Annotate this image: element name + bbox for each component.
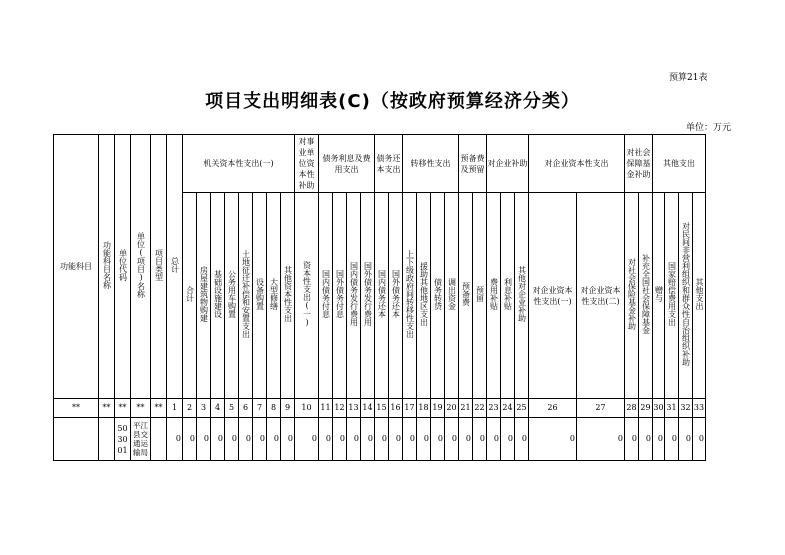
column-number-cell: ** xyxy=(151,399,167,418)
cell-func-name xyxy=(99,418,115,461)
column-number-cell: 13 xyxy=(347,399,361,418)
header-unit-code: 单位代码 xyxy=(115,135,131,399)
sub-header: 补充全国社会保障基金 xyxy=(639,193,653,399)
sub-header: 其他对企业补助 xyxy=(515,193,529,399)
sub-header: 公务用车购置 xyxy=(225,193,239,399)
unit-label: 单位：万元 xyxy=(686,123,732,133)
column-number-cell: ** xyxy=(115,399,131,418)
column-number-cell: 18 xyxy=(417,399,431,418)
value-cell: 0 xyxy=(679,418,693,461)
sub-header: 国内债务发行费用 xyxy=(347,193,361,399)
value-cell: 0 xyxy=(431,418,445,461)
sub-header: 其他支出 xyxy=(693,193,706,399)
column-number-cell: 22 xyxy=(473,399,487,418)
value-cell: 0 xyxy=(295,418,319,461)
value-cell: 0 xyxy=(253,418,267,461)
header-unit-name: 单位(项目)名称 xyxy=(131,135,151,399)
column-number-cell: 19 xyxy=(431,399,445,418)
sub-header: 国内债务还本 xyxy=(375,193,389,399)
value-cell: 0 xyxy=(197,418,211,461)
value-cell: 0 xyxy=(501,418,515,461)
value-cell: 0 xyxy=(577,418,625,461)
sub-header: 基础设施建设 xyxy=(211,193,225,399)
sub-header: 利息补贴 xyxy=(501,193,515,399)
header-func-code: 功能科目 xyxy=(54,135,99,399)
value-cell: 0 xyxy=(487,418,501,461)
column-number-cell: 31 xyxy=(665,399,679,418)
value-cell: 0 xyxy=(225,418,239,461)
value-cell: 0 xyxy=(639,418,653,461)
sub-header: 合计 xyxy=(183,193,197,399)
sub-header: 其他资本性支出 xyxy=(281,193,295,399)
column-number-row xyxy=(54,399,706,418)
column-number-cell: 1 xyxy=(167,399,183,418)
sub-header: 对社会保险基金补助 xyxy=(625,193,639,399)
sub-header: 援助其他地区支出 xyxy=(417,193,431,399)
sub-header: 国内债务付息 xyxy=(319,193,333,399)
value-cell: 0 xyxy=(167,418,183,461)
cell-project-type xyxy=(151,418,167,461)
column-number-cell: 2 xyxy=(183,399,197,418)
sub-header: 费用补贴 xyxy=(487,193,501,399)
value-cell: 0 xyxy=(281,418,295,461)
sub-header: 对企业资本性支出(二) xyxy=(577,193,625,399)
group-header: 对企业补助 xyxy=(487,135,529,193)
value-cell: 0 xyxy=(389,418,403,461)
cell-func-code xyxy=(54,418,99,461)
column-number-cell: 9 xyxy=(281,399,295,418)
column-number-cell: 29 xyxy=(639,399,653,418)
sub-header: 预留 xyxy=(473,193,487,399)
page-title: 项目支出明细表(C)（按政府预算经济分类） xyxy=(205,91,580,112)
cell-unit-code: 503001 xyxy=(115,418,131,461)
value-cell: 0 xyxy=(417,418,431,461)
group-header: 债务还本支出 xyxy=(375,135,403,193)
sub-header: 设备购置 xyxy=(253,193,267,399)
column-number-cell: 33 xyxy=(693,399,706,418)
header-func-name: 功能科目名称 xyxy=(99,135,115,399)
value-cell: 0 xyxy=(183,418,197,461)
column-number-cell: 30 xyxy=(653,399,665,418)
group-header: 其他支出 xyxy=(653,135,706,193)
column-number-cell: 8 xyxy=(267,399,281,418)
sub-header: 国外债务付息 xyxy=(333,193,347,399)
value-cell: 0 xyxy=(319,418,333,461)
column-number-cell: ** xyxy=(99,399,115,418)
column-number-cell: 15 xyxy=(375,399,389,418)
header-total: 总计 xyxy=(167,135,183,399)
sub-header: 债务转贷 xyxy=(431,193,445,399)
table-row xyxy=(54,418,706,461)
sub-header: 大型修缮 xyxy=(267,193,281,399)
column-number-cell: 11 xyxy=(319,399,333,418)
expenditure-table xyxy=(53,134,706,461)
value-cell: 0 xyxy=(445,418,459,461)
column-number-cell: 23 xyxy=(487,399,501,418)
column-number-cell: 10 xyxy=(295,399,319,418)
value-cell: 0 xyxy=(361,418,375,461)
sub-header: 资本性支出(一) xyxy=(295,193,319,399)
group-header: 预备费及预留 xyxy=(459,135,487,193)
value-cell: 0 xyxy=(529,418,577,461)
value-cell: 0 xyxy=(473,418,487,461)
sub-header: 土地征迁补偿和安置支出 xyxy=(239,193,253,399)
column-number-cell: 32 xyxy=(679,399,693,418)
group-header: 债务利息及费用支出 xyxy=(319,135,375,193)
table-number-label: 预算21表 xyxy=(669,73,708,83)
sub-header: 调出资金 xyxy=(445,193,459,399)
column-number-cell: 5 xyxy=(225,399,239,418)
header-project-type: 项目类型 xyxy=(151,135,167,399)
column-number-cell: 27 xyxy=(577,399,625,418)
column-number-cell: 12 xyxy=(333,399,347,418)
group-header: 对事业单位资本性补助 xyxy=(295,135,319,193)
cell-unit-name: 平江县交通运输局 xyxy=(131,418,151,461)
column-number-cell: 20 xyxy=(445,399,459,418)
value-cell: 0 xyxy=(267,418,281,461)
sub-header: 预备费 xyxy=(459,193,473,399)
sub-header: 房屋建筑物购建 xyxy=(197,193,211,399)
value-cell: 0 xyxy=(239,418,253,461)
sub-header: 赠与 xyxy=(653,193,665,399)
column-number-cell: ** xyxy=(131,399,151,418)
value-cell: 0 xyxy=(515,418,529,461)
group-header: 对社会保障基金补助 xyxy=(625,135,653,193)
column-number-cell: 17 xyxy=(403,399,417,418)
column-number-cell: 26 xyxy=(529,399,577,418)
value-cell: 0 xyxy=(653,418,665,461)
column-number-cell: 14 xyxy=(361,399,375,418)
sub-header: 对民间非营利组织和群众性自治组织补助 xyxy=(679,193,693,399)
value-cell: 0 xyxy=(375,418,389,461)
column-number-cell: 4 xyxy=(211,399,225,418)
column-number-cell: 24 xyxy=(501,399,515,418)
column-number-cell: ** xyxy=(54,399,99,418)
column-number-cell: 16 xyxy=(389,399,403,418)
column-number-cell: 6 xyxy=(239,399,253,418)
value-cell: 0 xyxy=(403,418,417,461)
value-cell: 0 xyxy=(625,418,639,461)
sub-header: 国外债务还本 xyxy=(389,193,403,399)
sub-header: 国外债务发行费用 xyxy=(361,193,375,399)
value-cell: 0 xyxy=(459,418,473,461)
group-header: 机关资本性支出(一) xyxy=(183,135,295,193)
column-number-cell: 21 xyxy=(459,399,473,418)
value-cell: 0 xyxy=(211,418,225,461)
sub-header: 对企业资本性支出(一) xyxy=(529,193,577,399)
column-number-cell: 3 xyxy=(197,399,211,418)
column-number-cell: 25 xyxy=(515,399,529,418)
value-cell: 0 xyxy=(333,418,347,461)
column-number-cell: 28 xyxy=(625,399,639,418)
value-cell: 0 xyxy=(665,418,679,461)
sub-header: 国家赔偿费用支出 xyxy=(665,193,679,399)
group-header: 对企业资本性支出 xyxy=(529,135,625,193)
value-cell: 0 xyxy=(693,418,706,461)
column-number-cell: 7 xyxy=(253,399,267,418)
sub-header: 上下级政府间转移性支出 xyxy=(403,193,417,399)
value-cell: 0 xyxy=(347,418,361,461)
group-header: 转移性支出 xyxy=(403,135,459,193)
